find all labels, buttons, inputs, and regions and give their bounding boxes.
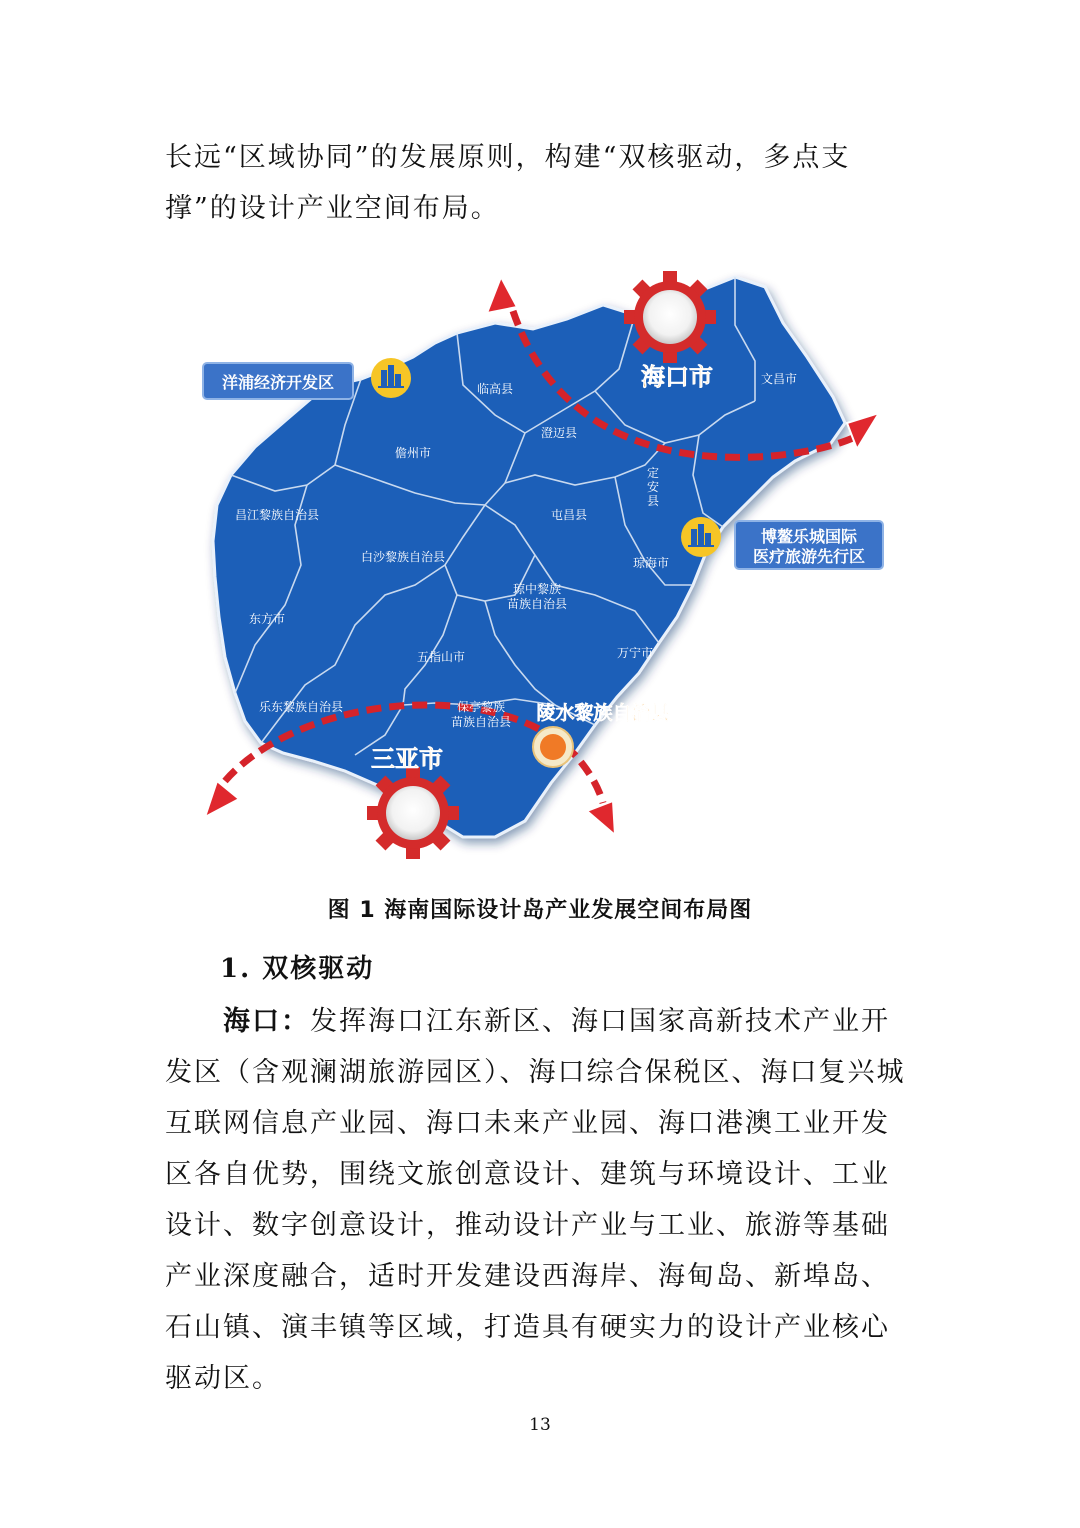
arrow-head-north [487, 277, 517, 313]
region-label-changjiang: 昌江黎族自治县 [234, 508, 320, 522]
paragraph-lead: 海口： [223, 1006, 310, 1037]
sanya-core-label: 三亚市 [371, 745, 443, 773]
lingshui-marker-icon [533, 727, 573, 767]
region-label-wuzhishan: 五指山市 [416, 650, 466, 664]
region-label-qiongzhong-2: 苗族自治县 [506, 597, 568, 611]
region-label-dingan-1: 定 [646, 466, 660, 480]
region-label-qiongzhong-1: 琼中黎族 [512, 582, 562, 596]
region-label-dongfang: 东方市 [248, 612, 286, 626]
lingshui-callout-label: 陵水黎族自治县 [536, 702, 670, 724]
region-label-tunchang: 屯昌县 [550, 508, 588, 522]
page-number: 13 [529, 1415, 551, 1435]
region-label-ledong: 乐东黎族自治县 [258, 700, 344, 714]
region-label-lingao: 临高县 [476, 382, 514, 396]
yangpu-building-icon [371, 358, 411, 398]
intro-paragraph [165, 132, 917, 234]
figure-caption: 图 1 海南国际设计岛产业发展空间布局图 [327, 898, 753, 923]
haikou-gear-icon [624, 271, 716, 363]
boao-building-icon [681, 517, 721, 557]
region-label-dingan-3: 县 [646, 494, 660, 508]
hainan-layout-map [195, 265, 895, 865]
boao-callout [735, 521, 883, 569]
boao-callout-line1: 博鳌乐城国际 [760, 527, 858, 546]
region-label-baoting-2: 苗族自治县 [450, 715, 512, 729]
sanya-gear-icon [367, 767, 459, 859]
boao-callout-line2: 医疗旅游先行区 [752, 547, 866, 566]
section-heading: 1. 双核驱动 [220, 954, 375, 984]
arrow-head-southeast [587, 801, 615, 835]
region-label-baoting-1: 保亭黎族 [456, 700, 506, 714]
paragraph-text: 发挥海口江东新区、海口国家高新技术产业开发区（含观澜湖旅游园区）、海口综合保税区、海口复兴城互联网信息产业园、海口未来产业园、海口港澳工业开发区各自优势，围绕文旅创意设计、建筑与环境设计、工业设计、数字创意设计，推动设计产业与工业、旅游等基础产业深度融合，适时开发建设西海岸、海甸岛、新埠岛、石山镇、演丰镇等区域，打造具有硬实力的设计产业核心驱动区。 [165, 1006, 906, 1394]
region-label-qionghai: 琼海市 [632, 556, 670, 570]
region-label-danzhou: 儋州市 [394, 446, 432, 460]
arrow-head-southwest [205, 781, 239, 817]
region-label-baisha: 白沙黎族自治县 [360, 550, 446, 564]
intro-text: 长远“区域协同”的发展原则，构建“双核驱动，多点支撑”的设计产业空间布局。 [165, 142, 851, 224]
body-paragraph [165, 996, 917, 1404]
region-label-wenchang: 文昌市 [760, 372, 798, 386]
yangpu-callout-label: 洋浦经济开发区 [221, 373, 335, 392]
region-label-wanning: 万宁市 [616, 646, 654, 660]
yangpu-callout [203, 363, 353, 399]
arrow-head-east [847, 413, 879, 449]
region-label-dingan-2: 安 [646, 480, 660, 494]
region-label-chengmai: 澄迈县 [540, 426, 578, 440]
haikou-core-label: 海口市 [641, 363, 713, 391]
